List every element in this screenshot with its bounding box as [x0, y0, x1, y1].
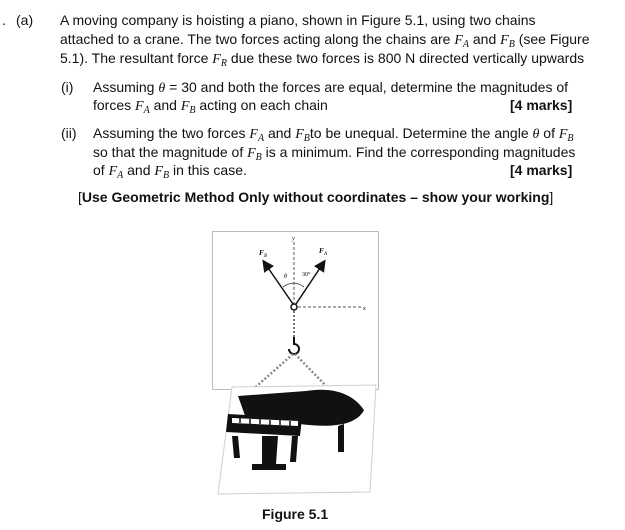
- force-fb-arrow: [264, 262, 293, 304]
- label-x: x: [363, 306, 366, 312]
- force-fb-symbol: F: [500, 33, 509, 48]
- part-ii-line-1-b: and: [264, 125, 296, 141]
- force-fb-subscript: B: [508, 39, 515, 50]
- theta-symbol: θ: [532, 127, 540, 142]
- chain-right: [295, 354, 330, 390]
- label-fb: F: [259, 249, 264, 257]
- force-fa-subscript: A: [117, 170, 124, 181]
- force-fa-arrow: [296, 262, 324, 304]
- part-i-line-2-a: forces: [93, 97, 136, 113]
- theta-arc: [283, 283, 294, 287]
- force-fb-symbol: F: [154, 164, 163, 179]
- part-ii-marks: [4 marks]: [510, 162, 573, 178]
- question-line-3-tail: due these two forces is 800 N directed vertically upwards: [226, 50, 585, 66]
- force-fa-symbol: F: [108, 164, 118, 179]
- instruction-text: Use Geometric Method Only without coordinates – show your working: [81, 189, 550, 205]
- part-i-line-2-b: and: [149, 97, 181, 113]
- part-i-label: (i): [61, 79, 74, 95]
- force-fa-subscript: A: [462, 39, 469, 50]
- force-fb-symbol: F: [247, 146, 256, 161]
- part-ii-line-2-a: so that the magnitude of: [93, 144, 248, 160]
- ring: [291, 304, 297, 310]
- force-fa-subscript: A: [257, 133, 265, 144]
- force-fr-subscript: R: [220, 58, 227, 69]
- figure-caption: Figure 5.1: [262, 506, 329, 522]
- part-ii-line-3-a: of: [93, 162, 109, 178]
- question-line-1-text: A moving company is hoisting a piano, shown in Figure 5.1, using two chains: [60, 12, 536, 28]
- force-fb-subscript: B: [567, 133, 574, 144]
- part-i-line-1-b: = 30 and both the forces are equal, determine the magnitudes of: [165, 79, 569, 95]
- label-fa: F: [319, 247, 324, 255]
- force-fa-symbol: F: [454, 33, 463, 48]
- part-i-line-1-a: Assuming: [93, 79, 159, 95]
- label-fb-sub: B: [264, 254, 268, 259]
- part-ii-line-1-a: Assuming the two forces: [93, 125, 250, 141]
- label-theta: θ: [284, 274, 287, 280]
- instruction-close-bracket: ]: [549, 189, 554, 205]
- part-i-marks: [4 marks]: [510, 97, 573, 113]
- part-ii-line-1-c: to be unequal. Determine the angle: [309, 125, 533, 141]
- part-ii-line-1-d: of: [539, 125, 559, 141]
- question-line-3-text: 5.1). The resultant force: [60, 50, 209, 66]
- question-label: (a): [16, 12, 34, 28]
- question-line-2-tail: (see Figure: [514, 31, 590, 47]
- question-line-2-and: and: [469, 31, 501, 47]
- force-fb-subscript: B: [162, 170, 170, 181]
- theta-symbol: θ: [158, 81, 166, 96]
- part-ii-line-3-b: and: [123, 162, 155, 178]
- force-fr-symbol: F: [212, 52, 221, 67]
- angle-30-arc: [294, 283, 304, 287]
- part-ii-label: (ii): [61, 125, 77, 141]
- force-fa-symbol: F: [249, 127, 258, 142]
- label-y: y: [292, 236, 295, 242]
- part-ii-line-2-b: is a minimum. Find the corresponding magnitudes: [261, 144, 576, 160]
- force-fb-symbol: F: [180, 99, 190, 114]
- force-fb-subscript: B: [255, 152, 262, 163]
- force-fb-subscript: B: [303, 133, 310, 144]
- force-fa-subscript: A: [143, 105, 150, 116]
- part-ii-line-3-c: in this case.: [169, 162, 247, 178]
- force-fb-subscript: B: [189, 105, 196, 116]
- force-fa-symbol: F: [135, 99, 144, 114]
- part-i-line-2-c: acting on each chain: [195, 97, 328, 113]
- label-fa-sub: A: [324, 252, 328, 257]
- question-dot: .: [2, 12, 6, 28]
- force-fb-symbol: F: [295, 127, 304, 142]
- question-line-2-text: attached to a crane. The two forces acting along the chains are: [60, 31, 451, 47]
- force-fb-symbol: F: [558, 127, 568, 142]
- instruction-open-bracket: [: [78, 189, 82, 205]
- hook: [289, 337, 299, 354]
- label-30: 30°: [302, 272, 311, 278]
